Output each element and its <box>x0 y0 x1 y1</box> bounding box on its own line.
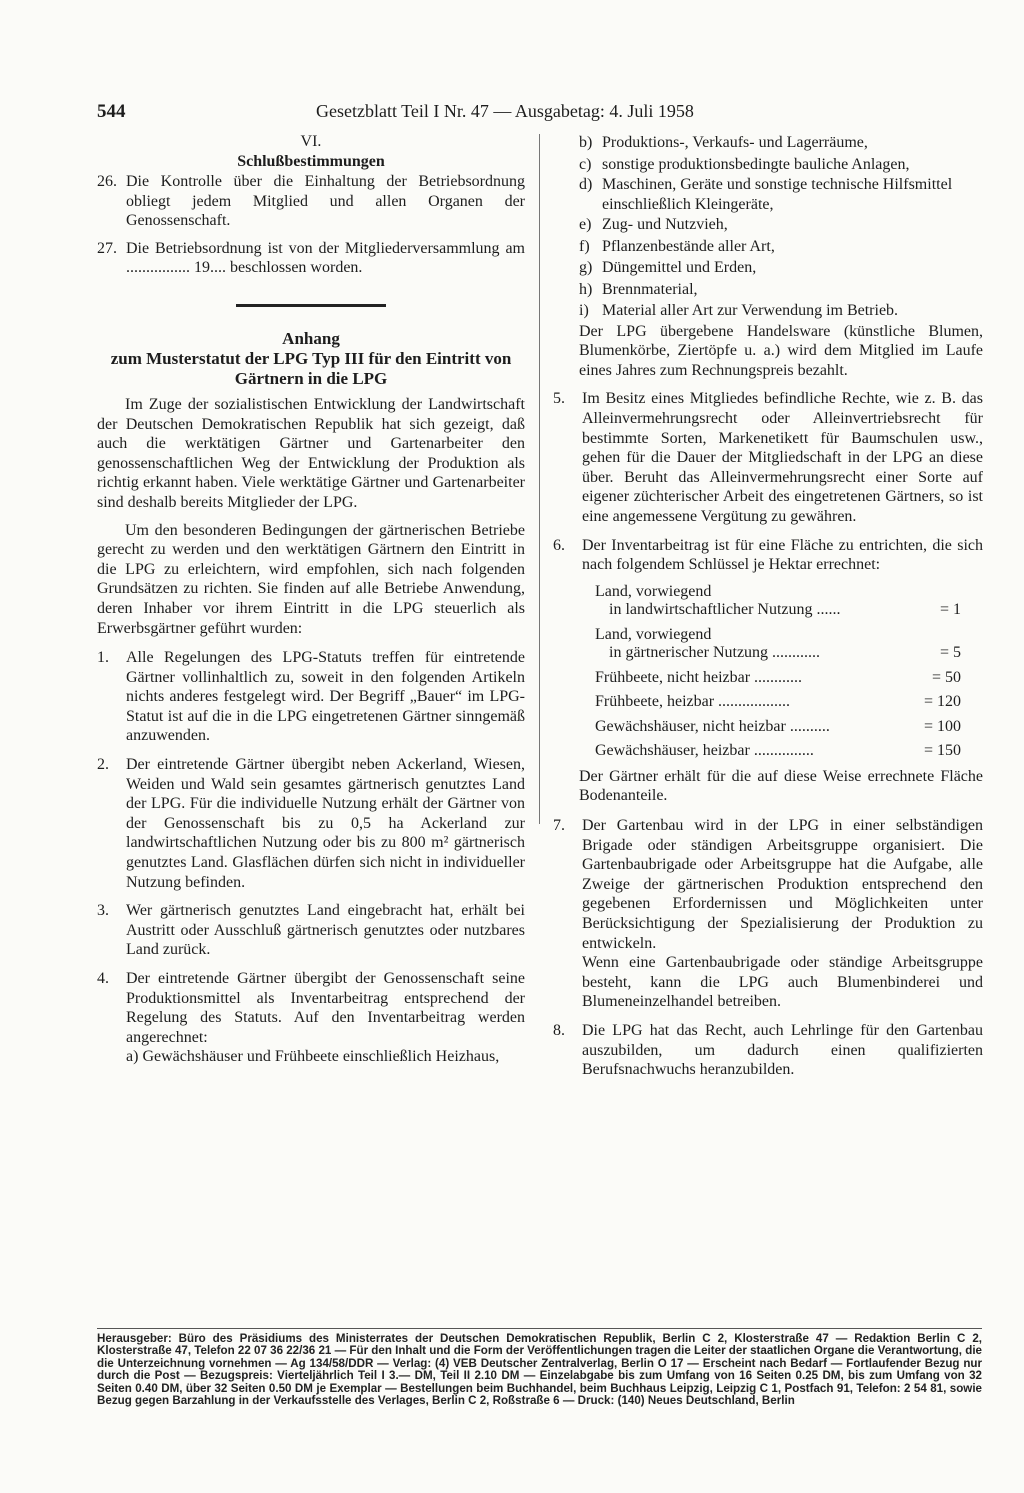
key-label: Frühbeete, nicht heizbar ............ <box>595 668 803 686</box>
key-row <box>595 669 983 688</box>
item-number: 27. <box>97 239 117 257</box>
anhang-title: Anhang <box>282 328 340 348</box>
sub-item <box>553 279 983 301</box>
paragraph: Der Gärtner erhält für die auf diese Weise errechnete Fläche Bodenanteile. <box>579 767 983 805</box>
anhang-subtitle: zum Musterstatut der LPG Typ III für den Eintritt von Gärtnern in die LPG <box>110 348 512 388</box>
sub-item-letter: f) <box>579 237 590 255</box>
key-label: Land, vorwiegend <box>595 582 712 600</box>
list-item <box>97 239 525 278</box>
sub-item-letter: i) <box>579 302 589 320</box>
list-item <box>97 755 525 892</box>
sub-item <box>97 1047 525 1067</box>
key-value: = 120 <box>923 693 961 711</box>
list-item <box>553 536 983 575</box>
page-number: 544 <box>97 101 126 122</box>
item-text: Die Betriebsordnung ist von der Mitgliederversammlung am ................ 19.... beschlossen worden. <box>126 239 525 277</box>
sub-item-text: Produktions-, Verkaufs- und Lagerräume, <box>602 134 868 151</box>
sub-item-text: Material aller Art zur Verwendung im Betrieb. <box>602 302 899 320</box>
list-item <box>97 969 525 1047</box>
sub-item-letter: g) <box>579 259 593 277</box>
paragraph: Wenn eine Gartenbaubrigade oder ständige Arbeitsgruppe besteht, kann die LPG auch Blumenbinderei und Blumeneinzelhandel betreiben. <box>582 954 983 1011</box>
sub-item <box>553 132 983 154</box>
sub-item <box>553 300 983 322</box>
item-text: Im Besitz eines Mitgliedes befindliche Rechte, wie z. B. das Alleinvermehrungsrecht oder Alleinvertriebsrecht für bestimmte Sorten, Markenetikett für Baumschulen usw., gehen für die Dauer der Mitgliedschaft in der LPG an diese über. Beruht das Alleinvermehrungsrecht einer Sorte auf eigener züchterischer Arbeit des eingetretenen Gärtners, so ist eine angemessene Vergütung zu gewähren. <box>582 390 983 526</box>
item-text: Die Kontrolle über die Einhaltung der Betriebsordnung obliegt jedem Mitglied und allen Organen der Genossenschaft. <box>126 173 525 230</box>
sub-item-letter: b) <box>579 134 593 151</box>
item-text: Wer gärtnerisch genutztes Land eingebracht hat, erhält bei Austritt oder Ausschluß gärtnerisch genutztes oder nutzbares Land zurück. <box>126 902 525 959</box>
sub-item-letter: h) <box>579 280 593 298</box>
list-item <box>553 1021 983 1080</box>
item-number: 5. <box>553 390 565 408</box>
sub-item-letter: c) <box>579 155 592 173</box>
item-text: Der eintretende Gärtner übergibt der Genossenschaft seine Produktionsmittel als Inventarbeitrag entsprechend der Regelung des Statuts. Auf den Inventarbeitrag werden angerechnet: <box>126 970 525 1046</box>
list-item <box>97 648 525 746</box>
sub-item <box>553 257 983 279</box>
footer-separator <box>97 1328 982 1329</box>
item-number: 4. <box>97 970 109 987</box>
item-number: 8. <box>553 1021 565 1039</box>
key-value: = 1 <box>939 601 961 619</box>
key-value: = 5 <box>939 644 961 662</box>
key-row <box>595 742 983 761</box>
sub-item <box>553 236 983 258</box>
key-label: Land, vorwiegend <box>595 625 712 643</box>
item-number: 1. <box>97 649 109 667</box>
sub-item-letter: d) <box>579 176 593 193</box>
section-title: Schlußbestimmungen <box>237 153 385 170</box>
key-row <box>595 583 983 620</box>
list-item <box>97 172 525 231</box>
section-number: VI. <box>300 133 322 150</box>
item-text: Der Inventarbeitrag ist für eine Fläche zu entrichten, die sich nach folgendem Schlüssel je Hektar errechnet: <box>582 536 983 574</box>
item-number: 26. <box>97 173 117 190</box>
sub-item <box>553 214 983 236</box>
key-label: in landwirtschaftlicher Nutzung ...... <box>609 601 841 619</box>
key-row <box>595 693 983 712</box>
paragraph: Um den besonderen Bedingungen der gärtnerischen Betriebe gerecht zu werden und den werktätigen Gärtnern den Eintritt in die LPG zu erleichtern, wird empfohlen, sich nach folgenden Grundsätzen zu richten. Sie finden auf alle Betriebe Anwendung, deren Inhaber vor ihrem Eintritt in die LPG steuerlich als Erwerbsgärtner geführt wurden: <box>97 521 525 637</box>
sub-item-text: Pflanzenbestände aller Art, <box>602 237 775 255</box>
sub-item <box>553 175 983 214</box>
anhang-heading <box>97 329 525 389</box>
page-header <box>97 101 982 125</box>
item-text: Der eintretende Gärtner übergibt neben Ackerland, Wiesen, Weiden und Wald sein gesamtes gärtnerisch genutztes Land der LPG. Für die individuelle Nutzung erhält der Gärtner von der Genossenschaft bis zu 0,5 ha Ackerland zur landwirtschaftlichen Nutzung oder bis zu 800 m² gärtnerisch genutztes Land. Glasflächen dürfen sich nicht in individueller Nutzung befinden. <box>126 756 525 891</box>
item-text: Die LPG hat das Recht, auch Lehrlinge für den Gartenbau auszubilden, um dadurch einen qualifizierten Berufsnachwuchs heranzubilden. <box>582 1021 983 1079</box>
sub-item-text: Zug- und Nutzvieh, <box>602 216 728 234</box>
paragraph: Der LPG übergebene Handelsware (künstliche Blumen, Blumenkörbe, Ziertöpfe u. a.) wird dem Mitglied im Laufe eines Jahres zum Rechnungspreis bezahlt. <box>579 322 983 379</box>
key-row <box>595 718 983 737</box>
sub-item-text: sonstige produktionsbedingte bauliche Anlagen, <box>602 155 910 173</box>
item-number: 6. <box>553 536 565 554</box>
left-column <box>97 132 525 1067</box>
sub-item-text: Gewächshäuser und Frühbeete einschließlich Heizhaus, <box>142 1048 500 1066</box>
item-number: 3. <box>97 902 109 920</box>
list-item <box>97 901 525 960</box>
key-label: in gärtnerischer Nutzung ............ <box>609 644 821 662</box>
header-title: Gesetzblatt Teil I Nr. 47 — Ausgabetag: 4. Juli 1958 <box>316 101 694 121</box>
sub-item-letter: a) <box>126 1048 139 1066</box>
key-value: = 50 <box>931 668 961 686</box>
sub-item-text: Düngemittel und Erden, <box>602 259 757 277</box>
section-separator <box>236 304 386 307</box>
sub-item <box>553 154 983 176</box>
item-number: 7. <box>553 817 565 834</box>
item-number: 2. <box>97 756 109 774</box>
sub-item-letter: e) <box>579 216 592 234</box>
key-label: Frühbeete, heizbar .................. <box>595 693 791 711</box>
key-row <box>595 626 983 663</box>
column-divider <box>539 134 540 824</box>
right-column <box>553 132 983 1080</box>
key-value: = 100 <box>923 717 961 735</box>
key-table <box>595 583 983 761</box>
sub-item-text: Maschinen, Geräte und sonstige technische Hilfsmittel einschließlich Kleingeräte, <box>602 176 953 213</box>
list-item <box>553 389 983 526</box>
key-value: = 150 <box>923 742 961 760</box>
key-label: Gewächshäuser, nicht heizbar .......... <box>595 717 830 735</box>
paragraph: Im Zuge der sozialistischen Entwicklung der Landwirtschaft der Deutschen Demokratischen Republik hat sich gezeigt, daß auch die werktätigen Gärtner und Gartenarbeiter den genossenschaftlichen Weg der Entwicklung der Produktion als richtig erkannt haben. Viele werktätige Gärtner und Gartenarbeiter sind deshalb bereits Mitglieder der LPG. <box>97 395 525 511</box>
item-text: Der Gartenbau wird in der LPG in einer selbständigen Brigade oder ständigen Arbeitsgruppe organisiert. Die Gartenbaubrigade oder Arbeitsgruppe hat die Aufgabe, alle Zweige der gärtnerischen Produktion entsprechend den gegebenen Erfordernissen und Möglichkeiten unter Berücksichtigung der Spezialisierung der Produktion zu entwickeln. <box>582 817 983 952</box>
item-text: Alle Regelungen des LPG-Statuts treffen für eintretende Gärtner vollinhaltlich zu, soweit in den folgenden Artikeln nichts anderes festgelegt wird. Der Begriff „Bauer“ im LPG-Statut ist auf die in die LPG eingetretenen Gärtner sinngemäß anzuwenden. <box>126 649 525 745</box>
publisher-footer: Herausgeber: Büro des Präsidiums des Ministerrates der Deutschen Demokratischen Republik, Berlin C 2, Klosterstraße 47 — Redaktion Berlin C 2, Klosterstraße 47, Telefon 22 07 36 22/36 21 — Für den Inhalt und die Form der Veröffentlichungen tragen die Leiter der staatlichen Organe die Verantwortung, die die Unterzeichnung vornehmen — Ag 134/58/DDR — Verlag: (4) VEB Deutscher Zentralverlag, Berlin O 17 — Erscheint nach Bedarf — Fortlaufender Bezug nur durch die Post — Bezugspreis: Vierteljährlich Teil I 3.— DM, Teil II 2.10 DM — Einzelabgabe bis zum Umfang von 16 Seiten 0.25 DM, bis zum Umfang von 32 Seiten 0.40 DM, über 32 Seiten 0.50 DM je Exemplar — Bestellungen beim Buchhandel, beim Buchhaus Leipzig, Leipzig C 1, Postfach 91, Telefon: 2 54 81, sowie Bezug gegen Barzahlung in der Verkaufsstelle des Verlages, Berlin C 2, Roßstraße 6 — Druck: (140) Neues Deutschland, Berlin <box>97 1332 982 1408</box>
sub-item-text: Brennmaterial, <box>602 280 698 298</box>
list-item <box>553 816 983 953</box>
key-label: Gewächshäuser, heizbar ............... <box>595 742 814 760</box>
